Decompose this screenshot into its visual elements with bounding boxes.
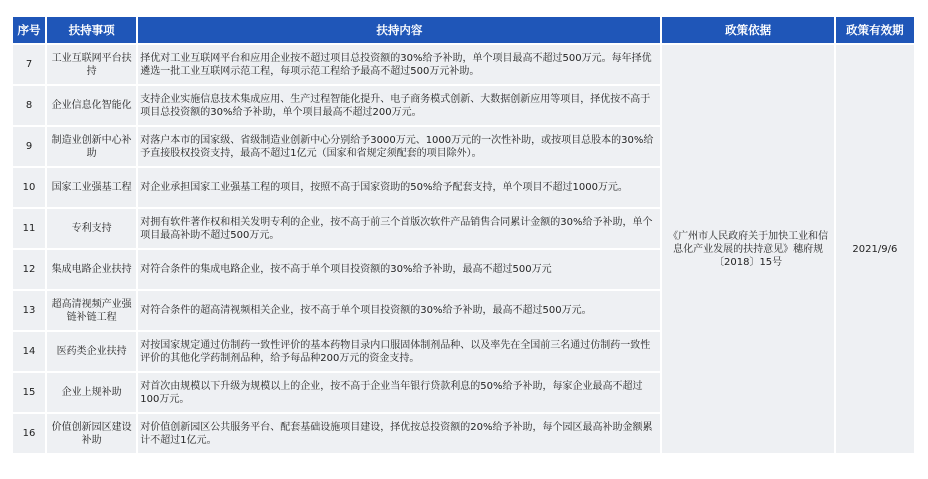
row-content: 对符合条件的集成电路企业，按不高于单个项目投资额的30%给予补助，最高不超过500万元 [138, 250, 660, 289]
row-item: 价值创新园区建设补助 [47, 414, 136, 453]
row-item: 国家工业强基工程 [47, 168, 136, 207]
policy-validity: 2021/9/6 [836, 45, 914, 453]
row-item: 集成电路企业扶持 [47, 250, 136, 289]
row-number: 7 [13, 45, 45, 84]
row-item: 超高清视频产业强链补链工程 [47, 291, 136, 330]
policy-basis: 《广州市人民政府关于加快工业和信息化产业发展的扶持意见》穗府规〔2018〕15号 [662, 45, 833, 453]
row-content: 对符合条件的超高清视频相关企业，按不高于单个项目投资额的30%给予补助，最高不超过500万元。 [138, 291, 660, 330]
row-number: 16 [13, 414, 45, 453]
row-number: 15 [13, 373, 45, 412]
row-number: 10 [13, 168, 45, 207]
header-content: 扶持内容 [138, 17, 660, 43]
row-item: 专利支持 [47, 209, 136, 248]
header-validity: 政策有效期 [836, 17, 914, 43]
row-content: 对按国家规定通过仿制药一致性评价的基本药物目录内口服固体制剂品种、以及率先在全国前三名通过仿制药一致性评价的其他化学药制剂品种，给予每品种200万元的资金支持。 [138, 332, 660, 371]
row-item: 医药类企业扶持 [47, 332, 136, 371]
policy-table [11, 15, 916, 455]
row-item: 工业互联网平台扶持 [47, 45, 136, 84]
row-content: 对落户本市的国家级、省级制造业创新中心分别给予3000万元、1000万元的一次性补助，或按项目总股本的30%给予直接股权投资支持，最高不超过1亿元（国家和省规定须配套的项目除外）。 [138, 127, 660, 166]
row-number: 12 [13, 250, 45, 289]
row-number: 13 [13, 291, 45, 330]
row-item: 企业信息化智能化 [47, 86, 136, 125]
row-number: 14 [13, 332, 45, 371]
row-number: 9 [13, 127, 45, 166]
header-row [13, 17, 914, 43]
row-item: 企业上规补助 [47, 373, 136, 412]
row-content: 支持企业实施信息技术集成应用、生产过程智能化提升、电子商务模式创新、大数据创新应用等项目，择优按不高于项目总投资额的30%给予补助，单个项目最高不超过200万元。 [138, 86, 660, 125]
row-content: 对价值创新园区公共服务平台、配套基础设施项目建设，择优按总投资额的20%给予补助，每个园区最高补助金额累计不超过1亿元。 [138, 414, 660, 453]
row-number: 8 [13, 86, 45, 125]
row-item: 制造业创新中心补助 [47, 127, 136, 166]
policy-table-container [13, 17, 914, 455]
header-item: 扶持事项 [47, 17, 136, 43]
header-basis: 政策依据 [662, 17, 833, 43]
row-content: 对企业承担国家工业强基工程的项目，按照不高于国家资助的50%给予配套支持，单个项目不超过1000万元。 [138, 168, 660, 207]
row-content: 对首次由规模以下升级为规模以上的企业，按不高于企业当年银行贷款利息的50%给予补助，每家企业最高不超过100万元。 [138, 373, 660, 412]
row-number: 11 [13, 209, 45, 248]
row-content: 择优对工业互联网平台和应用企业按不超过项目总投资额的30%给予补助，单个项目最高不超过500万元。每年择优遴选一批工业互联网示范工程，每项示范工程给予最高不超过500万元补助。 [138, 45, 660, 84]
table-row [13, 45, 914, 84]
header-no: 序号 [13, 17, 45, 43]
row-content: 对拥有软件著作权和相关发明专利的企业，按不高于前三个首版次软件产品销售合同累计金额的30%给予补助，单个项目最高补助不超过500万元。 [138, 209, 660, 248]
